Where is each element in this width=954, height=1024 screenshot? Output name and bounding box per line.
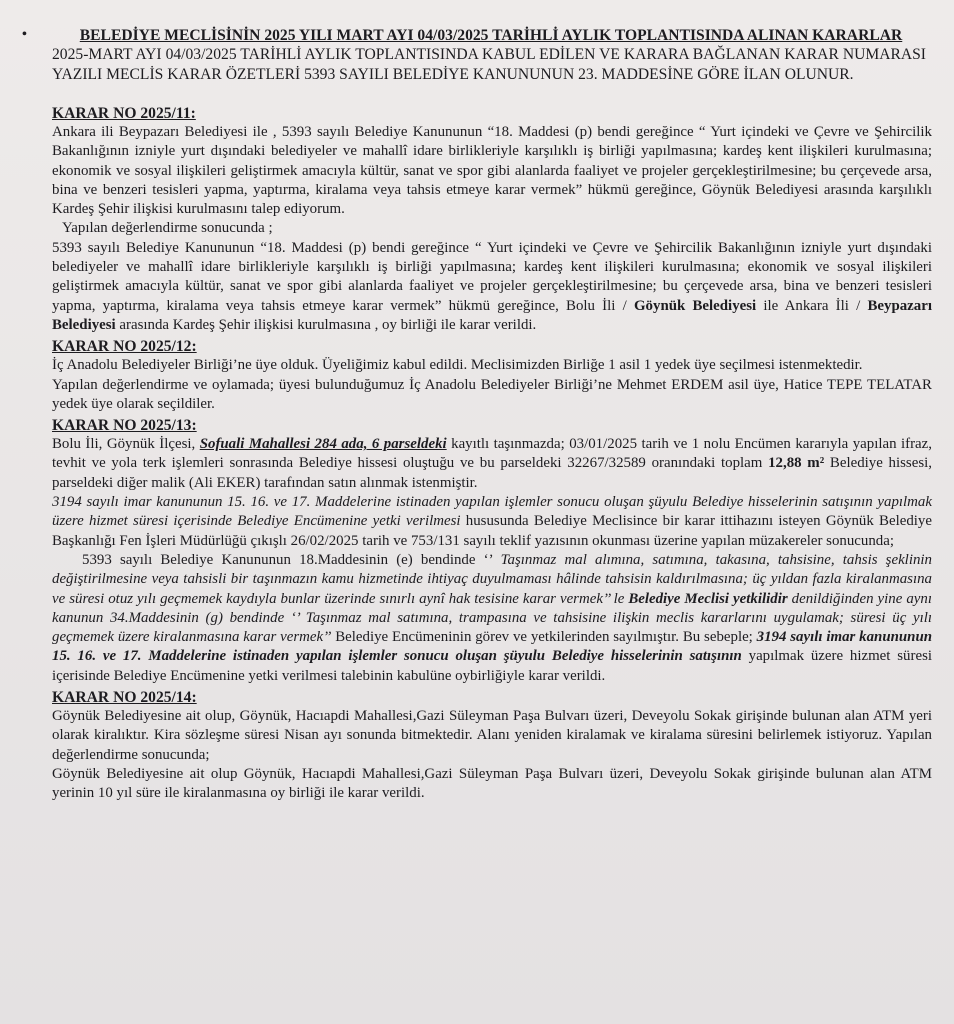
decision-heading: KARAR NO 2025/13: — [52, 417, 197, 435]
decision-2025-13 — [52, 416, 932, 686]
decision-paragraph: İç Anadolu Belediyeler Birliği’ne üye olduk. Üyeliğimiz kabul edildi. Meclisimizden Birliğe 1 asil 1 yedek üye seçilmesi istenmektedir. — [52, 357, 863, 374]
decision-heading: KARAR NO 2025/12: — [52, 338, 197, 356]
decision-paragraph: Yapılan değerlendirme sonucunda ; — [62, 220, 273, 237]
decision-2025-11 — [52, 104, 932, 335]
decision-2025-14 — [52, 688, 932, 803]
decision-paragraph: Göynük Belediyesine ait olup, Göynük, Hacıapdi Mahallesi,Gazi Süleyman Paşa Bulvarı üzeri, Deveyolu Sokak girişinde bulunan alan ATM yeri olarak kiralıktır. Kira sözleşme süresi Nisan ayı sonunda bitmektedir. Alanı yeniden kiralamak ve kiralama süresini belirlemek istiyoruz. Yapılan değerlendirme sonucunda; — [52, 708, 932, 763]
decision-heading: KARAR NO 2025/14: — [52, 689, 197, 707]
decision-paragraph: 5393 sayılı Belediye Kanununun “18. Maddesi (p) bendi gereğince “ Yurt içindeki ve Çevre ve Şehircilik Bakanlığının izniyle yurt dışındaki belediyeler ve mahallî idare birlikleriyle karşılıklı iş birliği yapılmasına; kardeş kent ilişkileri kurulmasına; ekonomik ve sosyal ilişkileri geliştirmek amacıyla kültür, sanat ve spor gibi alanlarda faaliyet ve projeler gerçekleştirilmesine; bu çerçevede arsa, bina ve benzeri tesisleri yapma, yaptırma, kiralama veya tahsis etmeye karar vermek” hükmü gereğince, Bolu İli / Göynük Belediyesi ile Ankara İli / Beypazarı Belediyesi arasında Kardeş Şehir ilişkisi kurulmasına , oy birliği ile karar verildi. — [52, 239, 932, 333]
decision-paragraph: 3194 sayılı imar kanununun 15. 16. ve 17. Maddelerine istinaden yapılan işlemler sonucu oluşan şüyulu Belediye hisselerinin satışının yapılmak üzere hizmet süresi içerisinde Belediye Encümenine yetki verilmesi hususunda Belediye Meclisince bir karar ittihazını isteyen Göynük Belediye Başkanlığı Fen İşleri Müdürlüğü çıkışlı 26/02/2025 tarih ve 753/131 sayılı teklif yazısının okunması üzerine yapılan müzakereler sonucunda; — [52, 494, 932, 549]
document-title: BELEDİYE MECLİSİNİN 2025 YILI MART AYI 04/03/2025 TARİHLİ AYLIK TOPLANTISINDA ALINAN KARARLAR — [79, 27, 903, 44]
area-value: 12,88 m² — [768, 455, 825, 472]
decision-paragraph: Yapılan değerlendirme ve oylamada; üyesi bulunduğumuz İç Anadolu Belediyeler Birliği’ne Mehmet ERDEM asil üye, Hatice TEPE TELATAR yedek üye olarak seçildiler. — [52, 376, 932, 412]
decision-2025-12 — [52, 337, 932, 414]
decision-paragraph: 5393 sayılı Belediye Kanununun 18.Maddesinin (e) bendinde ‘’ Taşınmaz mal alımına, satımına, takasına, tahsisine, tahsis şeklinin değiştirilmesine veya tahsisli bir taşınmazın kamu hizmetinde ihtiyaç duyulmaması hâlinde tahsisin kaldırılmasına; üç yıldan fazla kiralanmasına ve süresi otuz yılı geçmemek kaydıyla bunlar üzerinde sınırlı aynî hak tesisine karar vermek’’ le Belediye Meclisi yetkilidir denildiğinden yine aynı kanunun 34.Maddesinin (g) bendinde ‘’ Taşınmaz mal satımına, trampasına ve tahsisine ilişkin meclis kararlarını uygulamak; süresi üç yılı geçmemek üzere kiralanmasına karar vermek’’ Belediye Encümeninin görev ve yetkilerinden sayılmıştır. Bu sebeple; 3194 sayılı imar kanununun 15. 16. ve 17. Maddelerine istinaden yapılan işlemler sonucu oluşan şüyulu Belediye hisselerinin satışının yapılmak üzere hizmet süresi içerisinde Belediye Encümenine yetki verilmesi talebinin kabulüne oybirliğiyle karar verildi. — [52, 551, 933, 684]
document-intro: 2025-MART AYI 04/03/2025 TARİHLİ AYLIK TOPLANTISINDA KABUL EDİLEN VE KARARA BAĞLANAN KARAR NUMARASI YAZILI MECLİS KARAR ÖZETLERİ 5393 SAYILI BELEDİYE KANUNUNUN 23. MADDESİNE GÖRE İLAN OLUNUR. — [52, 46, 926, 83]
decision-paragraph: Göynük Belediyesine ait olup Göynük, Hacıapdi Mahallesi,Gazi Süleyman Paşa Bulvarı üzeri, Deveyolu Sokak girişinde bulunan alan ATM yerinin 10 yıl süre ile kiralanmasına oy birliği ile karar verildi. — [52, 765, 932, 802]
bold-municipality: Beypazarı Belediyesi — [52, 297, 932, 333]
parcel-reference: Sofuali Mahallesi 284 ada, 6 parseldeki — [199, 436, 447, 453]
decision-paragraph: Ankara ili Beypazarı Belediyesi ile , 5393 sayılı Belediye Kanununun “18. Maddesi (p) bendi gereğince “ Yurt içindeki ve Çevre ve Şehircilik Bakanlığının izniyle yurt dışındaki belediyeler ve mahallî idare birlikleriyle karşılıklı iş birliği yapılmasına; kardeş kent ilişkileri kurulmasına; ekonomik ve sosyal ilişkileri geliştirmek amacıyla kültür, sanat ve spor gibi alanlarda faaliyet ve projeler gerçekleştirilmesine; bu çerçevede arsa, bina ve benzeri tesisleri yapma, yaptırma, kiralama veya tahsis etmeye karar vermek” hükmü gereğince, Göynük Belediyesi arasında karşılıklı Kardeş Şehir ilişkisi kurulmasını talep ediyorum. — [52, 124, 932, 218]
bullet-mark: • — [22, 27, 27, 42]
decision-heading: KARAR NO 2025/11: — [52, 105, 196, 122]
decision-paragraph: Bolu İli, Göynük İlçesi, Sofuali Mahallesi 284 ada, 6 parseldeki kayıtlı taşınmazda; 03/01/2025 tarih ve 1 nolu Encümen kararıyla yapılan ifraz, tevhit ve yola terk işlemleri sonrasında Belediye hissesi oluştuğu ve bu parseldeki 32267/32589 oranındaki toplam 12,88 m² Belediye hissesi, parseldeki diğer malik (Ali EKER) tarafından satın alınmak istenmiştir. — [52, 436, 932, 491]
bold-municipality: Göynük Belediyesi — [633, 297, 757, 314]
